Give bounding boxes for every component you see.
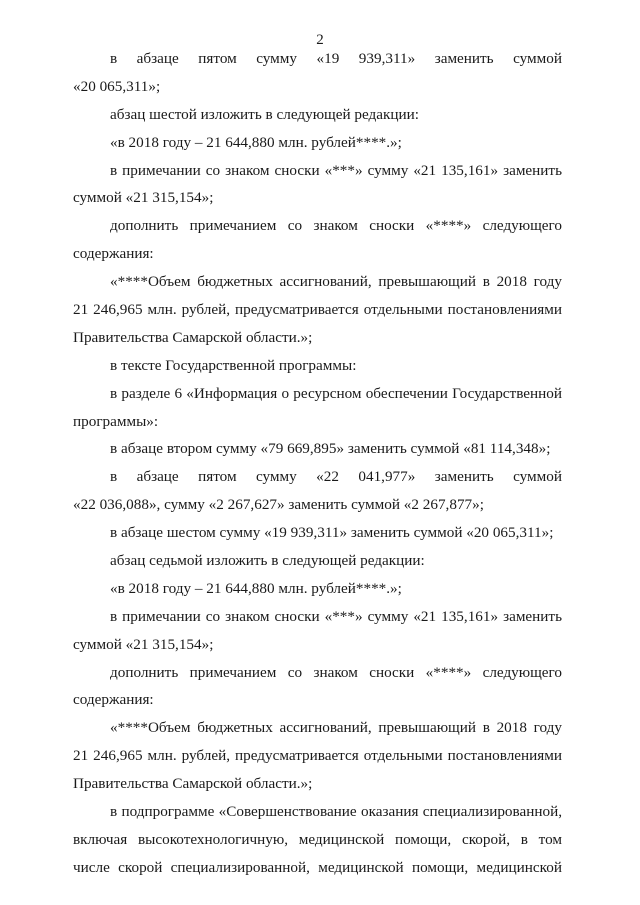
paragraph-line: абзац седьмой изложить в следующей редакции: (110, 552, 425, 570)
paragraph-line: 21 246,965 млн. рублей, предусматривается отдельными постановлениями (73, 301, 562, 319)
paragraph-line: в абзаце пятом сумму «22 041,977» заменить суммой (110, 468, 562, 486)
paragraph-line: «22 036,088», сумму «2 267,627» заменить суммой «2 267,877»; (73, 496, 484, 514)
paragraph-line: в абзаце шестом сумму «19 939,311» заменить суммой «20 065,311»; (110, 524, 554, 542)
paragraph-line: в примечании со знаком сноски «***» сумму «21 135,161» заменить (110, 161, 562, 179)
paragraph-line: дополнить примечанием со знаком сноски «****» следующего (110, 217, 562, 235)
paragraph-line: 21 246,965 млн. рублей, предусматривается отдельными постановлениями (73, 747, 562, 765)
paragraph-line: в абзаце пятом сумму «19 939,311» заменить суммой (110, 50, 562, 67)
paragraph-line: в разделе 6 «Информация о ресурсном обеспечении Государственной (110, 384, 562, 402)
paragraph-line: в подпрограмме «Совершенствование оказания специализированной, (110, 803, 562, 821)
paragraph-line: суммой «21 315,154»; (73, 189, 214, 207)
paragraph-line: включая высокотехнологичную, медицинской помощи, скорой, в том (73, 830, 562, 848)
paragraph-line: «20 065,311»; (73, 77, 161, 95)
page-number: 2 (316, 32, 324, 48)
paragraph-line: в примечании со знаком сноски «***» сумму «21 135,161» заменить (110, 607, 562, 625)
paragraph-line: дополнить примечанием со знаком сноски «****» следующего (110, 663, 562, 681)
paragraph-line: «****Объем бюджетных ассигнований, превышающий в 2018 году (110, 719, 562, 737)
paragraph-line: «****Объем бюджетных ассигнований, превышающий в 2018 году (110, 273, 562, 291)
paragraph-line: в тексте Государственной программы: (110, 356, 357, 374)
paragraph-line: Правительства Самарской области.»; (73, 775, 313, 793)
paragraph-line: содержания: (73, 691, 154, 709)
paragraph-line: суммой «21 315,154»; (73, 635, 214, 653)
document-body (73, 45, 562, 882)
paragraph-line: программы»: (73, 412, 159, 430)
paragraph-line: Правительства Самарской области.»; (73, 328, 313, 346)
paragraph-line: в абзаце втором сумму «79 669,895» заменить суммой «81 114,348»; (110, 440, 551, 458)
paragraph-line: «в 2018 году – 21 644,880 млн. рублей****.»; (110, 133, 402, 151)
paragraph-line: содержания: (73, 245, 154, 263)
paragraph-line: числе скорой специализированной, медицинской помощи, медицинской (73, 858, 562, 876)
paragraph-line: абзац шестой изложить в следующей редакции: (110, 105, 419, 123)
paragraph-line: «в 2018 году – 21 644,880 млн. рублей****.»; (110, 579, 402, 597)
